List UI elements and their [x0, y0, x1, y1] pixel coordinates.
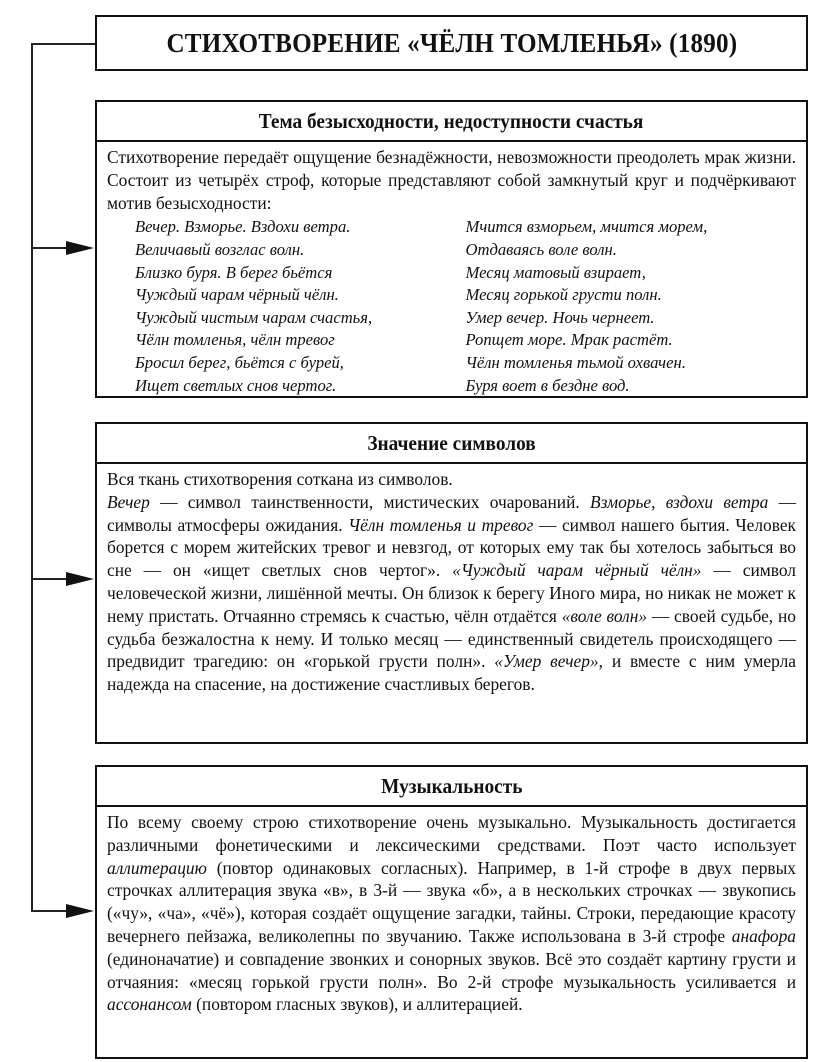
section-line: Вся ткань стихотворения соткана из символов. [107, 469, 453, 489]
arrow-right-icon [66, 241, 94, 255]
poem-line: Месяц матовый взирает, [465, 262, 646, 282]
poem-column-left [135, 216, 466, 397]
section-body [97, 142, 806, 397]
section-heading: Значение символов [97, 424, 806, 464]
italic-quote: «воле волн» [561, 605, 648, 626]
poem-line: Вечер. Взморье. Вздохи ветра. [135, 217, 351, 237]
section-body [97, 464, 806, 696]
text-run: (повтором гласных звуков), и аллитерацией. [191, 994, 523, 1015]
title-box [95, 15, 808, 71]
poem-quote [107, 214, 796, 397]
text-run: , и вместе с ним умерла надежда на спасение, на достижение счастливых берегов. [107, 651, 796, 695]
section-paragraph [107, 491, 796, 696]
section-theme [95, 100, 808, 398]
connector-horizontal-top [31, 43, 95, 45]
arrow-right-icon [66, 904, 94, 918]
text-run: — символ таинственности, мистических очарований. [149, 491, 591, 512]
italic-quote: Вечер [107, 491, 150, 512]
poem-line: Чёлн томленья тьмой охвачен. [465, 352, 686, 372]
poem-line: Величавый возглас волн. [135, 239, 305, 259]
text-run: (единоначатие) и совпадение звонких и сонорных звуков. Всё это создаёт картину грусти и отчаяния: «месяц горькой грусти полн». Во 2-й строфе музыкальность усиливается и [107, 948, 796, 992]
italic-quote: Чёлн томленья и тревог [348, 514, 534, 535]
poem-line: Бросил берег, бьётся с бурей, [135, 352, 344, 372]
section-intro: Стихотворение передаёт ощущение безнадёжности, невозможности преодолеть мрак жизни. Состоит из четырёх строф, которые представляют собой замкнутый круг и подчёркивают мотив безысходности: [107, 147, 796, 213]
poem-line: Чуждый чистым чарам счастья, [135, 307, 373, 327]
connector-branch-3 [31, 910, 71, 912]
italic-quote: «Чуждый чарам чёрный чёлн» [452, 560, 702, 581]
poem-line: Чуждый чарам чёрный чёлн. [135, 285, 339, 305]
poem-line: Близко буря. В берег бьётся [135, 262, 333, 282]
text-run: — символы атмосферы ожидания. [107, 491, 797, 535]
text-run: — своей судьбе, но судьба безжалостна к нему. И только месяц — единственный свидетель происходящего — предвидит трагедию: он «горькой грусти полн». [107, 605, 796, 672]
connector-branch-2 [31, 578, 71, 580]
italic-quote: анафора [731, 925, 796, 946]
poem-line: Буря воет в бездне вод. [465, 375, 630, 395]
text-run: По всему своему строю стихотворение очень музыкально. Музыкальность достигается различными фонетическими и лексическими средствами. Поэт часто использует [107, 812, 796, 855]
section-musicality [95, 765, 808, 1059]
poem-column-right [466, 216, 797, 397]
connector-vertical [31, 43, 33, 912]
connector-branch-1 [31, 247, 71, 249]
section-body [97, 807, 806, 1016]
section-heading: Тема безысходности, недоступности счастья [97, 102, 806, 142]
section-symbols [95, 422, 808, 744]
italic-quote: Взморье, вздохи ветра [590, 491, 769, 512]
italic-quote: «Умер вечер» [494, 651, 599, 672]
section-paragraph [107, 811, 796, 1016]
page-title: СТИХОТВОРЕНИЕ «ЧЁЛН ТОМЛЕНЬЯ» (1890) [166, 27, 737, 58]
poem-line: Месяц горькой грусти полн. [465, 285, 662, 305]
poem-line: Умер вечер. Ночь чернеет. [465, 307, 655, 327]
poem-line: Ропщет море. Мрак растёт. [465, 330, 673, 350]
arrow-right-icon [66, 572, 94, 586]
italic-quote: аллитерацию [107, 857, 207, 878]
poem-line: Чёлн томленья, чёлн тревог [135, 330, 335, 350]
poem-line: Ищет светлых снов чертог. [135, 375, 337, 395]
poem-line: Мчится взморьем, мчится морем, [465, 217, 708, 237]
text-run: — символ нашего бытия. Человек борется с морем житейских тревог и невзгод, от которых ему так бы хотелось забыться во сне — он «ищет светлых снов чертог». [107, 514, 796, 581]
italic-quote: ассонансом [107, 994, 192, 1015]
text-run: — символ человеческой жизни, лишённой мечты. Он близок к берегу Иного мира, но никак не может к нему пристать. Отчаянно стремясь к счастью, чёлн отдаётся [107, 560, 796, 626]
section-heading: Музыкальность [97, 767, 806, 807]
poem-line: Отдаваясь воле волн. [465, 239, 617, 259]
text-run: (повтор одинаковых согласных). Например, в 1-й строфе в двух первых строчках аллитерация звука «в», в 3-й — звука «б», а в нескольких строчках — звукопись («чу», «ча», «чё»), которая создаёт ощущение загадки, тайны. Строки, передающие красоту вечернего пейзажа, великолепны по звучанию. Также использована в 3-й строфе [107, 857, 796, 946]
